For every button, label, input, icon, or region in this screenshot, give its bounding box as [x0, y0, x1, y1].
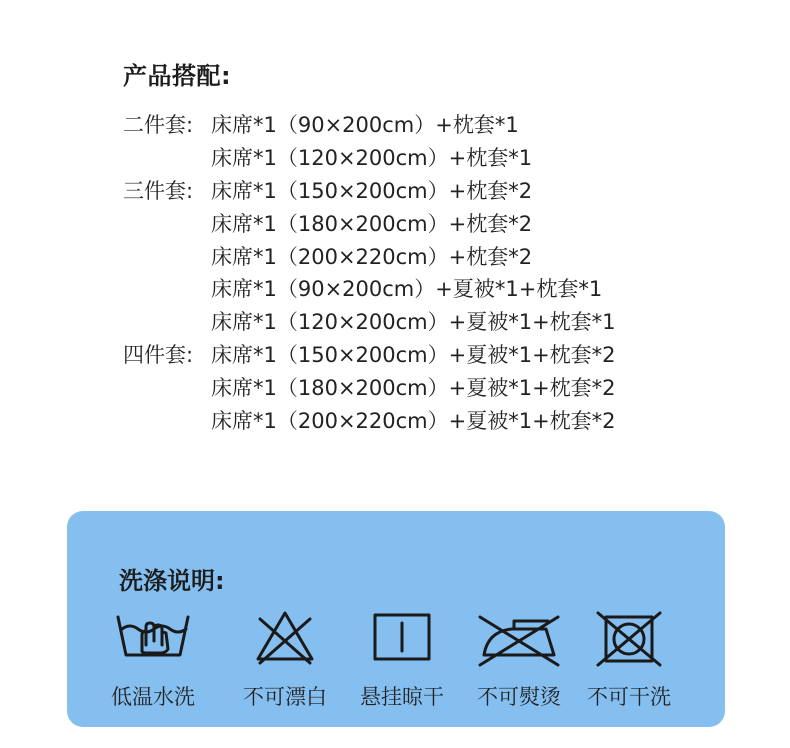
no-bleach-icon [240, 609, 330, 669]
wash-instructions-card [67, 511, 725, 727]
bundle-row [123, 305, 616, 338]
bundle-spec: 床席*1（200×220cm）+枕套*2 [211, 244, 533, 269]
wash-item-label: 不可干洗 [587, 685, 671, 709]
bundle-spec: 床席*1（90×200cm）+枕套*1 [211, 113, 519, 138]
hang-dry-icon [357, 609, 447, 669]
wash-item-label: 悬挂晾干 [360, 685, 444, 709]
bundle-spec: 床席*1（180×200cm）+夏被*1+枕套*2 [211, 375, 616, 400]
bundle-row [123, 370, 616, 403]
bundle-row [123, 338, 616, 371]
wash-item-no-iron [459, 609, 579, 715]
no-iron-icon [474, 609, 564, 669]
bundle-spec: 床席*1（150×200cm）+枕套*2 [211, 178, 533, 203]
bundle-set-label: 三件套: [123, 178, 194, 203]
bundle-list [123, 108, 616, 436]
wash-title: 洗涤说明: [119, 567, 225, 595]
bundle-set-label: 二件套: [123, 113, 194, 138]
wash-item-label: 不可熨烫 [477, 685, 561, 709]
bundle-row [123, 206, 616, 239]
wash-item-hang-dry [342, 609, 462, 715]
bundle-row [123, 239, 616, 272]
wash-item-no-tumble-dry [569, 609, 689, 715]
bundle-row [123, 141, 616, 174]
wash-item-hand-wash [93, 609, 213, 715]
bundle-row [123, 174, 616, 207]
bundle-spec: 床席*1（120×200cm）+夏被*1+枕套*1 [211, 310, 616, 335]
bundle-spec: 床席*1（150×200cm）+夏被*1+枕套*2 [211, 342, 616, 367]
bundle-row [123, 108, 616, 141]
bundle-set-label: 四件套: [123, 342, 194, 367]
bundle-spec: 床席*1（200×220cm）+夏被*1+枕套*2 [211, 408, 616, 433]
bundle-row [123, 272, 616, 305]
hand-wash-icon [108, 609, 198, 669]
wash-item-label: 低温水洗 [111, 685, 195, 709]
wash-item-label: 不可漂白 [243, 685, 327, 709]
bundle-spec: 床席*1（120×200cm）+枕套*1 [211, 146, 533, 171]
bundle-spec: 床席*1（90×200cm）+夏被*1+枕套*1 [211, 277, 603, 302]
no-tumble-dry-icon [584, 609, 674, 669]
bundle-spec: 床席*1（180×200cm）+枕套*2 [211, 211, 533, 236]
bundle-title: 产品搭配: [123, 62, 232, 90]
bundle-row [123, 403, 616, 436]
wash-item-no-bleach [225, 609, 345, 715]
